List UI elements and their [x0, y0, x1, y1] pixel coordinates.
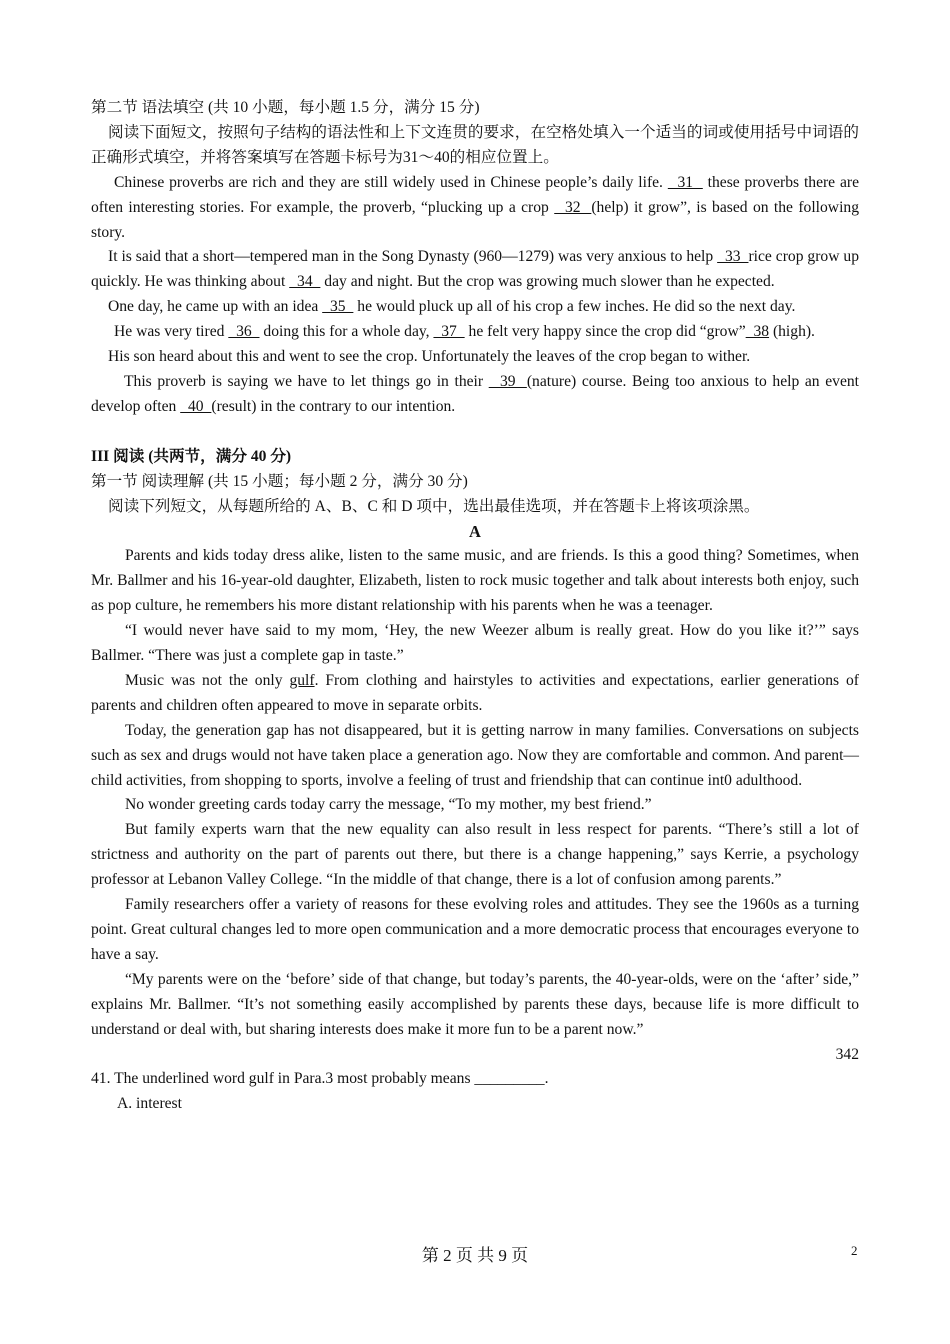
passage-para-2: “I would never have said to my mom, ‘Hey, the new Weezer album is really great. How do you like it?’” says Ballmer. “There was just a complete gap in taste.” — [91, 622, 859, 665]
question-41: 41. The underlined word gulf in Para.3 most probably means _________. — [91, 1070, 549, 1088]
blank-37: 37 — [433, 323, 465, 341]
grammar-para-5: His son heard about this and went to see the crop. Unfortunately the leaves of the crop began to wither. — [108, 348, 751, 366]
blank-39: 39 — [488, 372, 527, 390]
page-number: 2 — [851, 1243, 858, 1258]
section3-heading: III 阅读 (共两节，满分 40 分) — [91, 447, 292, 465]
section3-subheading: 第一节 阅读理解 (共 15 小题；每小题 2 分，满分 30 分) — [91, 472, 468, 490]
passage-para-6: But family experts warn that the new equality can also result in less respect for parents. “There’s still a lot of strictness and authority on the part of parents out there, but there is a change happening,” says Kerrie, a psychology professor at Lebanon Valley College. “In the middle of that change, there is a lot of confusion among parents.” — [91, 821, 859, 889]
passage-para-5: No wonder greeting cards today carry the message, “To my mother, my best friend.” — [125, 796, 652, 814]
blank-32: 32 — [554, 198, 592, 216]
passage-para-1: Parents and kids today dress alike, listen to the same music, and are friends. Is this a good thing? Sometimes, when Mr. Ballmer and his 16-year-old daughter, Elizabeth, listen to rock music together and talk about interests both enjoy, such as pop culture, he remembers his more distant relationship with his parents when he was a teenager. — [91, 547, 859, 615]
underlined-word-gulf: gulf — [289, 671, 315, 689]
question-41-option-a: A. interest — [117, 1095, 182, 1113]
document-page — [91, 96, 859, 1117]
passage-para-8: “My parents were on the ‘before’ side of that change, but today’s parents, the 40-year-olds, were on the ‘after’ side,” explains Mr. Ballmer. “It’s not something easily accomplished by parents these days, because life is more difficult to understand or deal with, but sharing interests does make it more fun to be a parent now.” — [91, 970, 859, 1038]
blank-33: 33 — [717, 248, 749, 266]
passage-para-4: Today, the generation gap has not disappeared, but it is getting narrow in many families. Conversations on subjects such as sex and drugs would not have taken place a generation ago. Now they are comfortable and common. And parent—child activities, from shopping to sports, involve a feeling of trust and friendship that can continue int0 adulthood. — [91, 721, 859, 789]
grammar-para-1: Chinese proverbs are rich and they are still widely used in Chinese people’s daily life. 31 these proverbs there are often interesting stories. For example, the proverb, “plucking up a crop 32 (help) it grow”, is based on the following story. — [91, 173, 859, 241]
blank-40: 40 — [180, 397, 212, 415]
blank-31: 31 — [667, 173, 703, 191]
passage-para-3: Music was not the only gulf. From clothing and hairstyles to activities and expectations, earlier generations of parents and children often appeared to move in separate orbits. — [91, 671, 859, 714]
word-count: 342 — [835, 1045, 859, 1063]
passage-label: A — [469, 521, 481, 541]
section2-instruction: 阅读下面短文，按照句子结构的语法性和上下文连贯的要求，在空格处填入一个适当的词或使用括号中词语的正确形式填空，并将答案填写在答题卡标号为31～40的相应位置上。 — [91, 123, 859, 166]
grammar-para-3: One day, he came up with an idea 35 he would pluck up all of his crop a few inches. He did so the next day. — [108, 298, 796, 316]
grammar-para-4: He was very tired 36 doing this for a whole day, 37 he felt very happy since the crop did “grow” 38 (high). — [114, 323, 815, 341]
section3-instruction: 阅读下列短文，从每题所给的 A、B、C 和 D 项中，选出最佳选项，并在答题卡上将该项涂黑。 — [108, 497, 760, 515]
section2-heading: 第二节 语法填空 (共 10 小题，每小题 1.5 分，满分 15 分) — [91, 99, 480, 116]
blank-38: 38 — [745, 323, 770, 341]
passage-para-7: Family researchers offer a variety of reasons for these evolving roles and attitudes. They see the 1960s as a turning point. Great cultural changes led to more open communication and a more democratic process that encourages everyone to have a say. — [91, 896, 859, 963]
grammar-para-2: It is said that a short—tempered man in the Song Dynasty (960—1279) was very anxious to help 33 rice crop grow up quickly. He was thinking about 34 day and night. But the crop was growing much slower than he expected. — [91, 248, 860, 291]
blank-35: 35 — [322, 298, 354, 316]
blank-36: 36 — [228, 323, 260, 341]
grammar-para-6: This proverb is saying we have to let things go in their 39 (nature) course. Being too anxious to help an event develop often 40 (result) in the contrary to our intention. — [91, 372, 860, 415]
page-footer: 第 2 页 共 9 页 — [421, 1246, 529, 1265]
blank-34: 34 — [289, 273, 321, 291]
